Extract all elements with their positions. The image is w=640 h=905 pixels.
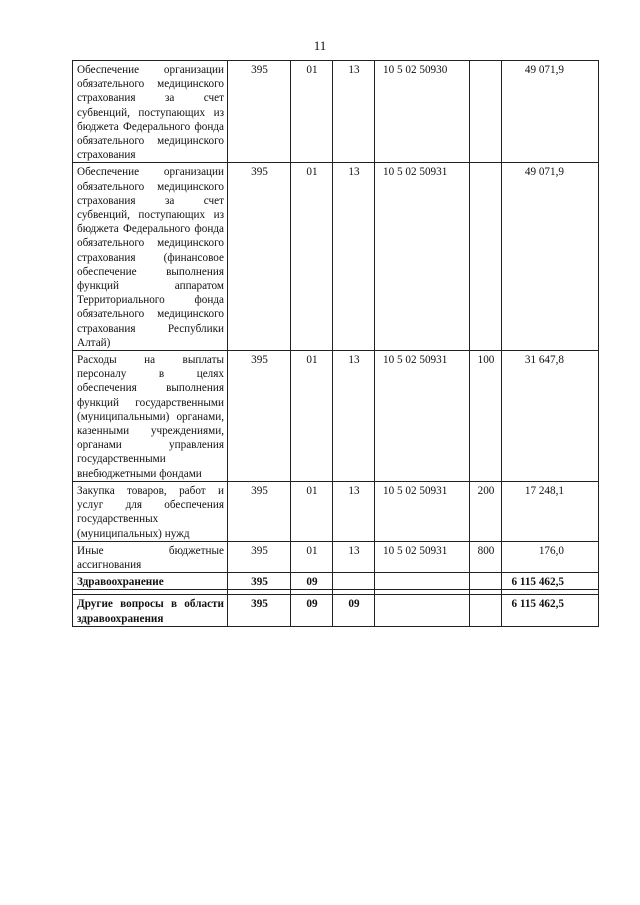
row-csr: 10 5 02 50931: [375, 351, 470, 482]
row-sum: 6 115 462,5: [502, 573, 599, 590]
row-grbs: 395: [228, 541, 291, 572]
row-vr: 100: [470, 351, 502, 482]
row-pr: 13: [333, 163, 375, 351]
table-row: [73, 61, 599, 163]
row-grbs: 395: [228, 163, 291, 351]
row-pr: 13: [333, 541, 375, 572]
row-name: Обеспечение организации обязательного медицинского страхования за счет субвенций, поступающих из бюджета Федерального фонда обязательного медицинского страхования: [73, 61, 228, 163]
row-pr: [333, 573, 375, 590]
row-rz: 01: [291, 481, 333, 541]
table-row: [73, 163, 599, 351]
row-pr: 09: [333, 595, 375, 626]
row-vr: 200: [470, 481, 502, 541]
row-rz: 01: [291, 541, 333, 572]
table-row: [73, 595, 599, 626]
row-name: Другие вопросы в области здравоохранения: [73, 595, 228, 626]
row-pr: 13: [333, 351, 375, 482]
row-sum: 49 071,9: [502, 61, 599, 163]
row-sum: 49 071,9: [502, 163, 599, 351]
row-grbs: 395: [228, 61, 291, 163]
row-rz: 01: [291, 61, 333, 163]
row-csr: 10 5 02 50931: [375, 163, 470, 351]
row-csr: 10 5 02 50931: [375, 481, 470, 541]
row-sum: 176,0: [502, 541, 599, 572]
row-sum: 6 115 462,5: [502, 595, 599, 626]
row-name: Расходы на выплаты персоналу в целях обеспечения выполнения функций государственными (муниципальными) органами, казенными учреждениями, органами управления государственными внебюджетными фондами: [73, 351, 228, 482]
row-csr: 10 5 02 50930: [375, 61, 470, 163]
row-rz: 09: [291, 573, 333, 590]
row-pr: 13: [333, 61, 375, 163]
row-rz: 01: [291, 351, 333, 482]
row-rz: 01: [291, 163, 333, 351]
row-name: Иные бюджетные ассигнования: [73, 541, 228, 572]
row-name: Обеспечение организации обязательного медицинского страхования за счет субвенций, поступающих из бюджета Федерального фонда обязательного медицинского страхования (финансовое обеспечение выполнения функций аппаратом Территориального фонда обязательного медицинского страхования Республики Алтай): [73, 163, 228, 351]
row-csr: [375, 595, 470, 626]
table-row: [73, 351, 599, 482]
row-pr: 13: [333, 481, 375, 541]
row-name: Закупка товаров, работ и услуг для обеспечения государственных (муниципальных) нужд: [73, 481, 228, 541]
budget-table: [72, 60, 599, 627]
row-vr: 800: [470, 541, 502, 572]
row-vr: [470, 163, 502, 351]
row-vr: [470, 595, 502, 626]
row-grbs: 395: [228, 351, 291, 482]
row-grbs: 395: [228, 573, 291, 590]
table-row: [73, 481, 599, 541]
table-row: [73, 573, 599, 590]
row-name: Здравоохранение: [73, 573, 228, 590]
row-csr: [375, 573, 470, 590]
page-number: 11: [313, 38, 327, 53]
row-grbs: 395: [228, 595, 291, 626]
row-vr: [470, 61, 502, 163]
row-grbs: 395: [228, 481, 291, 541]
row-vr: [470, 573, 502, 590]
table-row: [73, 541, 599, 572]
row-sum: 31 647,8: [502, 351, 599, 482]
row-sum: 17 248,1: [502, 481, 599, 541]
row-rz: 09: [291, 595, 333, 626]
row-csr: 10 5 02 50931: [375, 541, 470, 572]
